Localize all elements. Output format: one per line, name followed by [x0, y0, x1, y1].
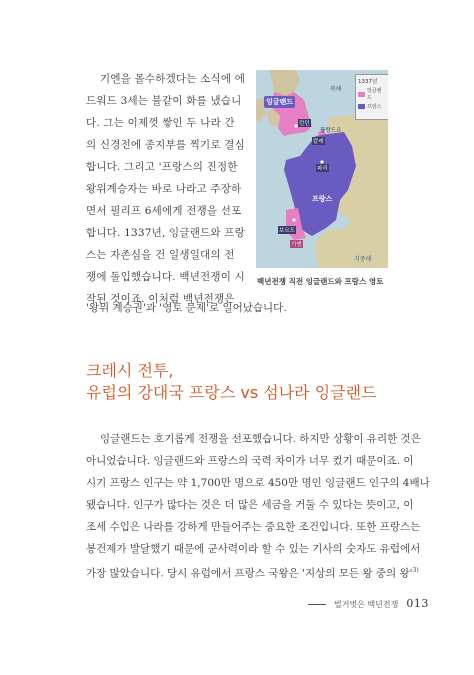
intro-line: 면서 필리프 6세에게 전쟁을 선포 [86, 205, 242, 217]
body-line: 가장 많았습니다. 당시 유럽에서 프랑스 국왕은 '지상의 모든 왕 중의 왕' [86, 567, 413, 580]
legend-england: 잉글랜드 [366, 88, 382, 101]
heading-line: 크레시 전투, [86, 361, 174, 380]
map-label-london: 런던 [299, 121, 310, 127]
bordeaux-dot [292, 218, 295, 221]
body-line: 됐습니다. 인구가 많다는 것은 더 많은 세금을 거둘 수 있다는 뜻이고, 이 [86, 499, 414, 511]
legend-year: 1337년 [358, 79, 378, 85]
intro-line: 스는 자존심을 건 일생일대의 전 [86, 249, 235, 261]
page-footer [308, 597, 429, 610]
england-swatch [358, 92, 365, 97]
body-line: 조세 수입은 나라를 강하게 만들어주는 중요한 조건입니다. 또한 프랑스는 [86, 521, 421, 533]
body-line: 봉건제가 발달했기 때문에 군사력이라 할 수 있는 기사의 숫자도 유럽에서 [86, 543, 421, 555]
section-heading [86, 360, 377, 404]
map-label-paris: 파리 [317, 166, 328, 172]
map-label-bordeaux: 보르도 [279, 228, 295, 234]
map-label-north-sea: 북해 [330, 86, 342, 93]
page-number: 013 [406, 597, 429, 610]
footer-rule [308, 604, 326, 605]
body-paragraph [86, 428, 430, 585]
body-line: 시기 프랑스 인구는 약 1,700만 명으로 450만 명인 잉글랜드 인구의 4배나 [86, 477, 430, 489]
territory-map [256, 70, 388, 268]
map-label-mediterranean: 지중해 [354, 256, 372, 263]
intro-paragraph [86, 68, 251, 310]
intro-line: 작된 것이죠. 이처럼 백년전쟁은 [86, 293, 235, 305]
map-label-calais: 칼레 [313, 139, 324, 145]
legend-france: 프랑스 [367, 104, 382, 110]
map-label-england: 잉글랜드 [266, 98, 294, 106]
body-line: 아니었습니다. 잉글랜드와 프랑스의 국력 차이가 너무 컸기 때문이죠. 이 [86, 455, 414, 467]
intro-line: 드워드 3세는 불같이 화를 냈습니 [86, 95, 242, 107]
intro-line: 의 신경전에 종지부를 찍기로 결심 [86, 139, 245, 151]
intro-line: 쟁에 돌입했습니다. 백년전쟁이 시 [86, 271, 245, 283]
body-line: 잉글랜드는 호기롭게 전쟁을 선포했습니다. 하지만 상황이 유리한 것은 [100, 433, 421, 445]
intro-line: 왕위계승자는 바로 나라고 주장하 [86, 183, 242, 195]
intro-line: 기엔을 몰수하겠다는 소식에 에 [100, 73, 246, 85]
legend-row-france [356, 102, 388, 111]
map-legend [355, 74, 388, 120]
map-label-flanders: 플랑드르 [320, 128, 342, 134]
intro-line: 합니다. 그리고 '프랑스의 진정한 [86, 161, 238, 173]
body-line-last [86, 560, 419, 585]
map-label-france: 프랑스 [312, 195, 333, 203]
intro-tail: '왕위 계승권'과 '영토 문제'로 일어났습니다. [86, 302, 287, 314]
map-label-guyenne: 기엔 [291, 242, 302, 248]
footnote-reference: 3) [412, 567, 419, 574]
intro-line: 합니다. 1337년, 잉글랜드와 프랑 [86, 227, 245, 239]
map-caption: 백년전쟁 직전 잉글랜드와 프랑스 영토 [257, 277, 384, 286]
footer-chapter: 벌거벗은 백년전쟁 [334, 600, 399, 609]
legend-row-england [356, 86, 388, 102]
heading-line: 유럽의 강대국 프랑스 vs 섬나라 잉글랜드 [86, 383, 377, 402]
france-swatch [358, 104, 365, 109]
intro-line: 다. 그는 이제껏 쌓인 두 나라 간 [86, 117, 235, 129]
